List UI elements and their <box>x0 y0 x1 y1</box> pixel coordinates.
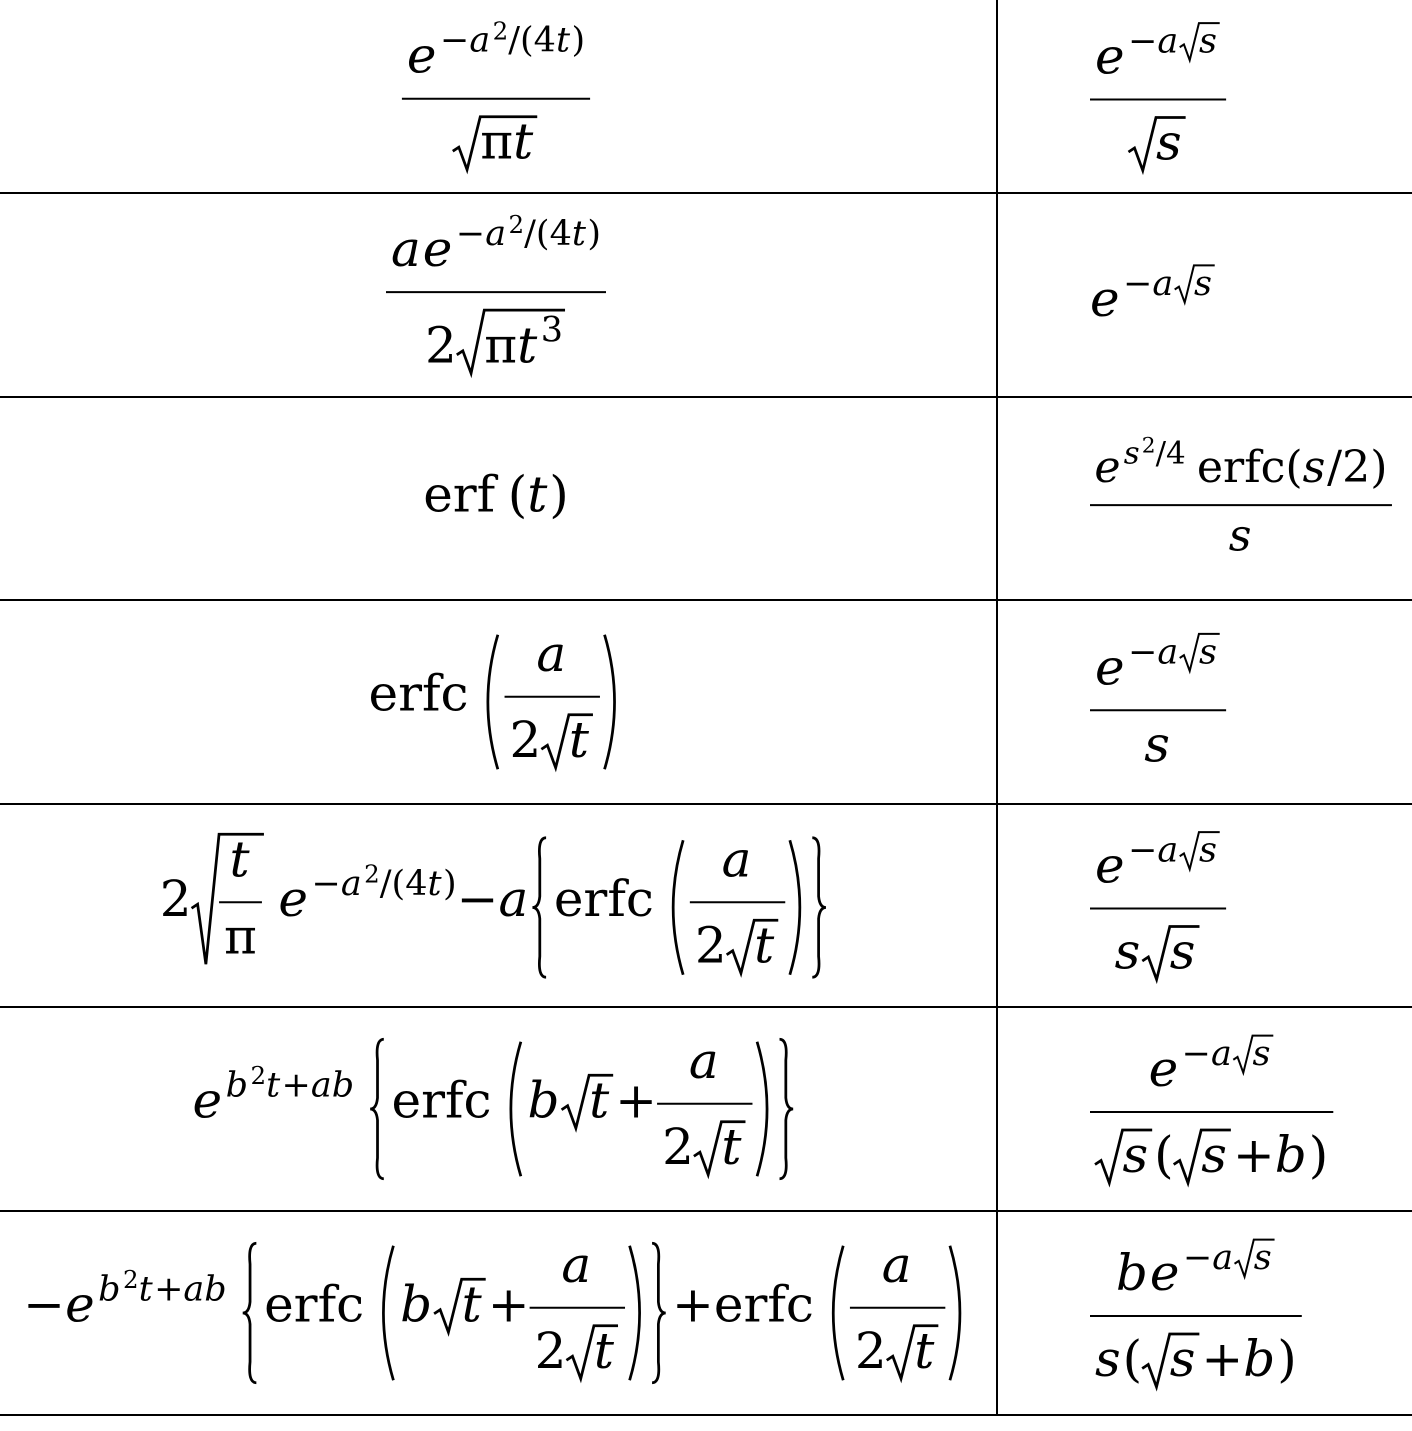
paren-open <box>488 635 498 770</box>
math-glyph: b <box>1115 1244 1148 1302</box>
math-glyph: a <box>1157 830 1179 871</box>
math-glyph: 2 <box>1141 433 1156 459</box>
time-domain-function <box>160 830 826 977</box>
table-row <box>423 434 1392 562</box>
math-glyph: e <box>1148 1040 1179 1098</box>
time-domain-function <box>23 1236 960 1383</box>
function-name: erfc <box>713 1275 814 1334</box>
paren-close <box>950 1246 960 1381</box>
table-row <box>386 210 1215 374</box>
time-domain-function <box>369 625 615 770</box>
math-glyph: 2 <box>159 869 192 928</box>
function-name: erfc <box>368 664 469 723</box>
laplace-transform <box>1090 22 1226 172</box>
math-glyph: b <box>225 1065 249 1106</box>
math-glyph: s <box>1228 510 1252 562</box>
math-glyph: a <box>688 1031 719 1090</box>
paren-open <box>673 840 683 975</box>
paren-close: ) <box>549 465 569 524</box>
math-glyph: − <box>1123 263 1153 304</box>
math-glyph: s <box>1193 263 1212 304</box>
math-glyph: π <box>480 112 514 171</box>
math-glyph: 2 <box>364 859 380 889</box>
brace-close <box>780 1039 794 1179</box>
math-glyph: s <box>1198 21 1217 62</box>
math-glyph: t <box>721 1117 742 1176</box>
math-glyph: + <box>281 1065 311 1106</box>
math-glyph: e <box>1149 1244 1180 1302</box>
math-glyph: ab <box>310 1065 355 1106</box>
time-domain-function <box>423 466 569 524</box>
math-glyph: − <box>1182 1238 1213 1278</box>
math-glyph: 2 <box>534 1321 567 1380</box>
math-glyph: t <box>138 1269 153 1310</box>
math-glyph: e <box>1095 638 1125 697</box>
math-glyph: − <box>1128 632 1158 673</box>
math-glyph: a <box>1157 632 1179 673</box>
math-glyph: + <box>487 1275 530 1334</box>
math-glyph: + <box>615 1071 658 1130</box>
math-glyph: /(4 <box>379 863 428 904</box>
math-glyph: e <box>1094 442 1121 494</box>
math-glyph: e <box>1095 27 1125 86</box>
math-glyph: 2 <box>123 1265 139 1294</box>
math-glyph: t <box>517 316 538 375</box>
table-row <box>193 1032 1334 1184</box>
math-glyph: t <box>571 214 586 255</box>
math-glyph: t <box>513 112 534 171</box>
brace-open <box>532 838 546 978</box>
function-name: erf <box>423 465 496 524</box>
math-glyph: s <box>1252 1034 1271 1074</box>
time-domain-function <box>402 16 590 170</box>
math-glyph: a <box>536 624 567 683</box>
math-glyph: s <box>1123 435 1140 472</box>
math-glyph: e <box>65 1275 95 1334</box>
math-glyph: 2 <box>492 16 509 46</box>
math-glyph: a <box>1152 263 1174 304</box>
math-glyph: 2 <box>250 1061 267 1090</box>
brace-open <box>370 1039 384 1179</box>
laplace-transform <box>1090 264 1215 328</box>
math-glyph: ( <box>1154 1126 1174 1184</box>
math-glyph: e <box>278 869 309 928</box>
math-glyph: 2 <box>694 916 727 975</box>
math-glyph: b <box>1243 1330 1276 1388</box>
paren-open <box>833 1246 843 1381</box>
math-glyph: ) <box>571 20 586 61</box>
math-glyph: ) <box>1277 1330 1297 1388</box>
math-glyph: ( <box>1285 442 1303 494</box>
math-glyph: a <box>881 1235 912 1294</box>
function-name: erfc <box>1196 442 1286 494</box>
math-glyph: b <box>400 1275 433 1334</box>
time-domain-function <box>386 210 606 374</box>
math-glyph: t <box>527 465 548 524</box>
math-glyph: a <box>390 220 421 279</box>
math-glyph: 2 <box>424 316 457 375</box>
math-glyph: t <box>555 20 571 61</box>
function-name: erfc <box>553 869 654 928</box>
math-glyph: 3 <box>540 310 564 351</box>
math-glyph: e <box>1095 836 1125 895</box>
math-glyph: + <box>1201 1330 1244 1388</box>
math-glyph: b <box>98 1269 121 1310</box>
math-glyph: t <box>427 863 442 904</box>
math-glyph: a <box>485 214 507 255</box>
function-name: erfc <box>264 1275 365 1334</box>
laplace-transform <box>1090 1034 1333 1184</box>
math-glyph: − <box>439 20 470 61</box>
laplace-transform <box>1090 632 1226 773</box>
math-glyph: 2 <box>508 209 525 239</box>
math-glyph: e <box>1090 269 1120 328</box>
math-glyph: s <box>1144 715 1170 774</box>
math-glyph: 2 <box>662 1117 694 1176</box>
math-glyph: s <box>1198 830 1217 871</box>
math-glyph: s <box>1198 632 1217 673</box>
math-glyph: ) <box>1308 1126 1329 1184</box>
math-glyph: − <box>311 863 341 904</box>
math-glyph: s <box>1302 442 1326 494</box>
table-row <box>402 16 1226 171</box>
paren-close <box>605 635 615 770</box>
math-glyph: /(4 <box>508 20 556 61</box>
math-glyph: − <box>456 869 499 928</box>
math-glyph: a <box>1157 21 1179 62</box>
paren-close <box>757 1042 767 1177</box>
math-glyph: t <box>914 1321 935 1380</box>
table-row <box>369 625 1227 774</box>
math-glyph: ab <box>183 1269 227 1310</box>
math-glyph: − <box>1181 1034 1212 1074</box>
math-glyph: s <box>1253 1238 1272 1278</box>
math-glyph: t <box>229 830 250 889</box>
math-glyph: /(4 <box>524 214 572 255</box>
math-glyph: − <box>1128 21 1158 62</box>
math-glyph: 2 <box>509 710 542 769</box>
math-glyph: a <box>721 830 752 889</box>
math-glyph: s <box>1169 922 1196 981</box>
math-glyph: ( <box>1122 1330 1143 1388</box>
paren-open <box>511 1042 521 1177</box>
math-glyph: ) <box>442 863 457 904</box>
time-domain-function <box>193 1032 794 1179</box>
paren-open <box>383 1246 393 1381</box>
brace-close <box>812 838 826 978</box>
math-glyph: a <box>340 863 362 904</box>
math-glyph: b <box>527 1071 560 1130</box>
math-glyph: − <box>23 1275 66 1334</box>
math-glyph: /2) <box>1327 442 1388 494</box>
math-glyph: e <box>422 220 453 279</box>
math-glyph: s <box>1201 1126 1227 1184</box>
math-glyph: − <box>455 214 486 255</box>
math-glyph: b <box>1274 1126 1307 1184</box>
math-glyph: a <box>1212 1238 1234 1278</box>
math-glyph: + <box>154 1269 184 1310</box>
math-glyph: a <box>469 20 491 61</box>
math-glyph: e <box>406 26 437 85</box>
paren-open: ( <box>507 465 528 524</box>
math-glyph: ) <box>587 214 602 255</box>
paren-close <box>790 840 800 975</box>
math-glyph: + <box>672 1275 714 1334</box>
math-glyph: s <box>1114 922 1141 981</box>
math-glyph: t <box>266 1065 281 1106</box>
function-name: erfc <box>391 1071 492 1130</box>
math-glyph: s <box>1122 1126 1149 1184</box>
math-glyph: a <box>1211 1034 1232 1074</box>
brace-open <box>243 1243 257 1383</box>
math-glyph: s <box>1095 1330 1121 1388</box>
laplace-transform <box>1090 1238 1302 1388</box>
table-row <box>23 1236 1302 1388</box>
math-glyph: s <box>1169 1330 1196 1388</box>
laplace-transform <box>1090 831 1226 981</box>
math-glyph: s <box>1155 113 1182 172</box>
math-glyph: t <box>461 1275 482 1334</box>
math-glyph: a <box>561 1235 592 1294</box>
math-glyph: 2 <box>854 1321 887 1380</box>
math-glyph: /4 <box>1155 435 1186 472</box>
math-glyph: t <box>754 916 775 975</box>
laplace-transform <box>1090 434 1392 562</box>
math-glyph: a <box>498 869 529 928</box>
math-glyph: t <box>568 710 589 769</box>
table-row <box>160 830 1226 980</box>
math-glyph: t <box>589 1071 610 1130</box>
math-glyph: π <box>484 316 518 375</box>
math-glyph: e <box>192 1071 223 1130</box>
math-glyph: t <box>593 1321 615 1380</box>
math-glyph: π <box>224 907 257 966</box>
math-glyph: − <box>1128 830 1158 871</box>
paren-close <box>630 1246 640 1381</box>
brace-close <box>652 1243 666 1383</box>
math-glyph: + <box>1232 1126 1275 1184</box>
